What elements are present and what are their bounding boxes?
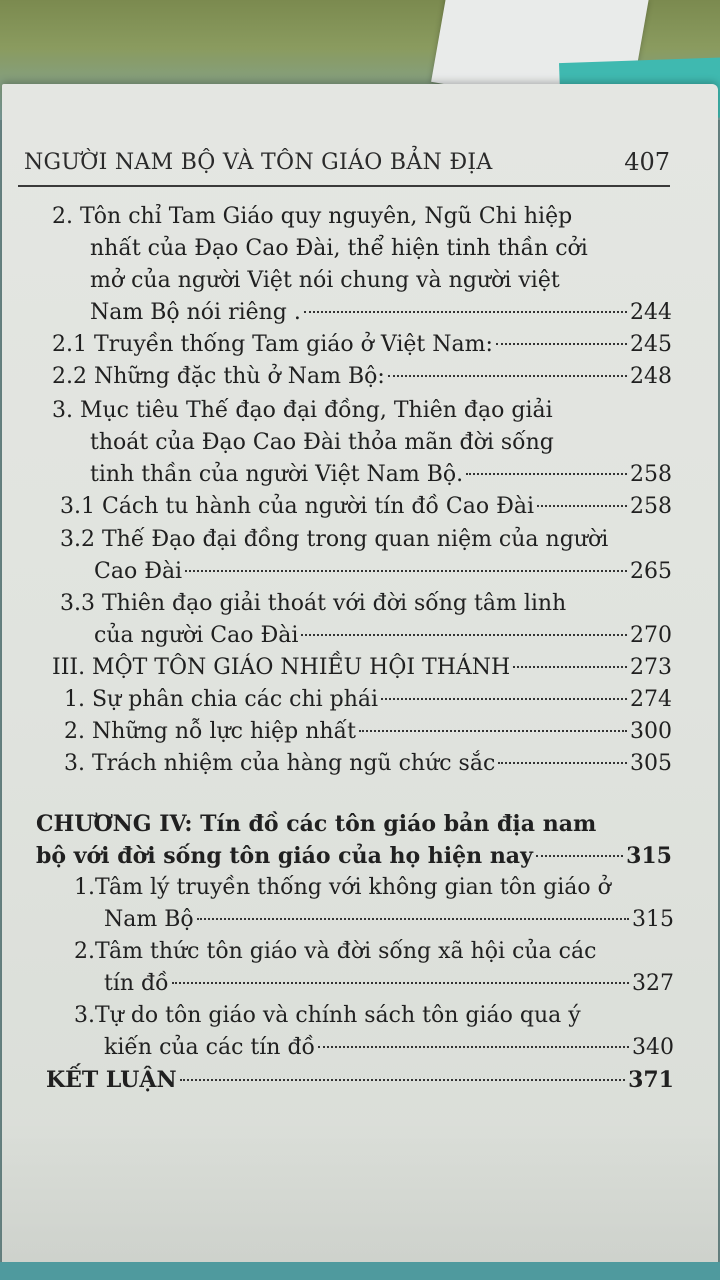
toc-entry-text: KẾT LUẬN [46, 1067, 177, 1093]
toc-page-number: 340 [632, 1035, 674, 1060]
toc-line: nhất của Đạo Cao Đài, thể hiện tinh thần cởi [90, 236, 588, 261]
running-header-title: NGƯỜI NAM BỘ VÀ TÔN GIÁO BẢN ĐỊA [24, 150, 493, 175]
toc-chapter-entry [36, 840, 672, 872]
page-shadow [2, 1120, 718, 1280]
dot-leader [301, 634, 627, 636]
toc-entry-text: III. MỘT TÔN GIÁO NHIỀU HỘI THÁNH [52, 655, 511, 680]
toc-page-number: 315 [626, 843, 672, 869]
toc-entry-text: Nam Bộ [104, 907, 194, 932]
toc-entry-text: 3.1 Cách tu hành của người tín đồ Cao Đài [60, 494, 534, 519]
toc-entry [64, 748, 672, 780]
toc-entry [104, 1032, 674, 1064]
background-bottom-edge [0, 1262, 720, 1280]
toc-entry-text: Cao Đài [94, 559, 183, 584]
toc-entry-text: 2.2 Những đặc thù ở Nam Bộ: [52, 364, 385, 389]
dot-leader [381, 698, 627, 700]
toc-page-number: 245 [630, 332, 672, 357]
toc-entry-text: 3. Trách nhiệm của hàng ngũ chức sắc [64, 751, 496, 776]
toc-line: 2. Tôn chỉ Tam Giáo quy nguyên, Ngũ Chi hiệp [52, 204, 573, 229]
toc-entry [90, 459, 672, 491]
toc-line: 1.Tâm lý truyền thống với không gian tôn giáo ở [74, 875, 611, 900]
toc-page-number: 300 [630, 719, 672, 744]
toc-page-number: 258 [630, 494, 672, 519]
toc-line: 3. Mục tiêu Thế đạo đại đồng, Thiên đạo giải [52, 398, 553, 423]
toc-entry [52, 361, 672, 393]
dot-leader [197, 918, 629, 920]
toc-entry-text: tinh thần của người Việt Nam Bộ. [90, 462, 464, 487]
toc-page-number: 315 [632, 907, 674, 932]
toc-entry [104, 904, 674, 936]
toc-entry [104, 968, 674, 1000]
dot-leader [498, 762, 627, 764]
toc-page-number: 265 [630, 559, 672, 584]
toc-entry [64, 716, 672, 748]
toc-entry-text: bộ với đời sống tôn giáo của họ hiện nay [36, 843, 533, 869]
toc-page-number: 305 [630, 751, 672, 776]
toc-entry [52, 329, 672, 361]
toc-page-number: 273 [630, 655, 672, 680]
toc-line: 2.Tâm thức tôn giáo và đời sống xã hội của các [74, 939, 597, 964]
toc-line: mở của người Việt nói chung và người việt [90, 268, 560, 293]
dot-leader [185, 570, 627, 572]
toc-entry [90, 297, 672, 329]
dot-leader [496, 343, 627, 345]
dot-leader [318, 1046, 629, 1048]
toc-entry-text: 1. Sự phân chia các chi phái [64, 687, 379, 712]
toc-line: thoát của Đạo Cao Đài thỏa mãn đời sống [90, 430, 554, 455]
toc-entry [60, 491, 672, 523]
dot-leader [537, 505, 627, 507]
toc-entry-text: 2. Những nỗ lực hiệp nhất [64, 719, 356, 744]
toc-entry [94, 556, 672, 588]
toc-page-number: 274 [630, 687, 672, 712]
header-rule [18, 185, 670, 187]
dot-leader [359, 730, 627, 732]
toc-page-number: 270 [630, 623, 672, 648]
dot-leader [172, 982, 629, 984]
toc-entry [94, 620, 672, 652]
toc-line: 3.3 Thiên đạo giải thoát với đời sống tâm linh [60, 591, 567, 616]
dot-leader [304, 311, 627, 313]
toc-line: 3.2 Thế Đạo đại đồng trong quan niệm của người [60, 527, 609, 552]
toc-entry-text: tín đồ [104, 971, 169, 996]
toc-entry [64, 684, 672, 716]
toc-line: 3.Tự do tôn giáo và chính sách tôn giáo qua ý [74, 1003, 581, 1028]
toc-entry [52, 652, 672, 684]
dot-leader [466, 473, 627, 475]
toc-entry-text: kiến của các tín đồ [104, 1035, 315, 1060]
toc-entry-text: Nam Bộ nói riêng . [90, 300, 301, 325]
dot-leader [180, 1079, 626, 1081]
dot-leader [536, 855, 623, 857]
toc-page-number: 327 [632, 971, 674, 996]
toc-page-number: 248 [630, 364, 672, 389]
toc-entry-text: của người Cao Đài [94, 623, 299, 648]
toc-page-number: 258 [630, 462, 672, 487]
dot-leader [513, 666, 627, 668]
toc-entry-text: 2.1 Truyền thống Tam giáo ở Việt Nam: [52, 332, 493, 357]
toc-page-number: 244 [630, 300, 672, 325]
toc-page-number: 371 [628, 1067, 674, 1093]
page-number: 407 [624, 148, 670, 176]
dot-leader [388, 375, 627, 377]
toc-conclusion-entry [46, 1064, 674, 1096]
toc-chapter-line: CHƯƠNG IV: Tín đồ các tôn giáo bản địa nam [36, 811, 597, 837]
